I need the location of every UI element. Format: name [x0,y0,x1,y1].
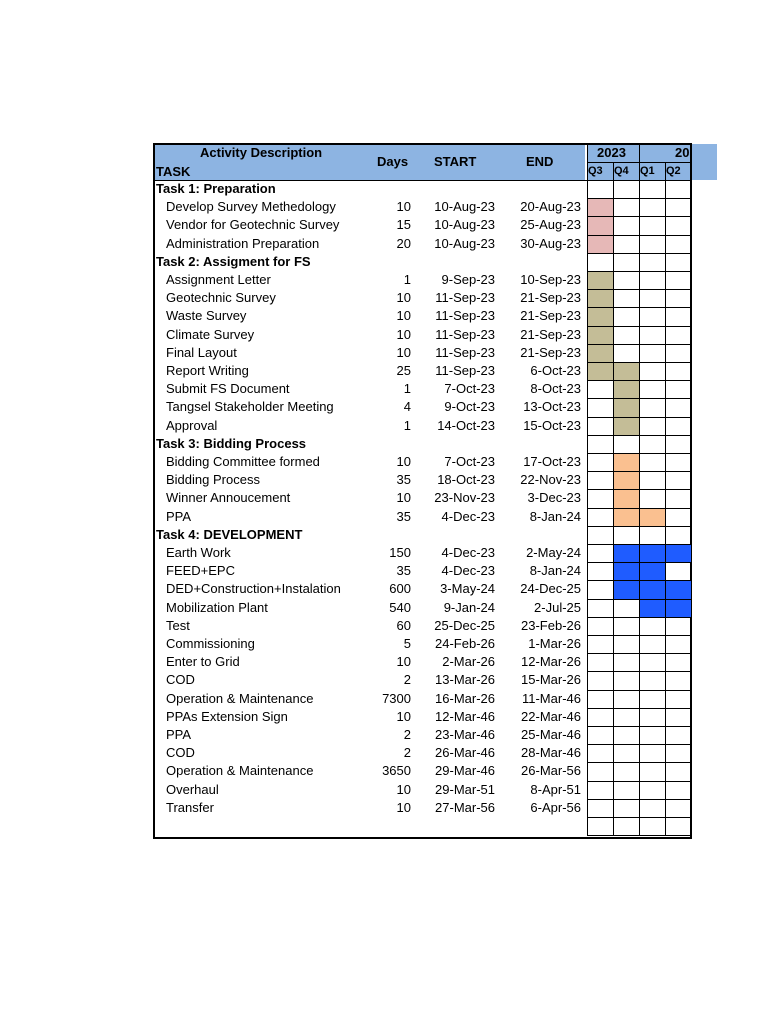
end-date: 20-Aug-23 [520,199,581,215]
activity-description: Administration Preparation [166,235,320,251]
activity-description: Vendor for Geotechnic Survey [166,217,340,233]
activity-description: Climate Survey [166,326,255,342]
start-date: 10-Aug-23 [434,217,495,233]
activity-description: DED+Construction+Instalation [166,581,341,597]
task-row [155,418,585,436]
gantt-bar-cell [613,363,639,381]
gantt-bar-cell [613,490,639,508]
header-line [587,162,691,163]
start-date: 9-Oct-23 [444,399,495,415]
end-date: 8-Apr-51 [530,781,581,797]
start-date: 18-Oct-23 [437,472,495,488]
days-value: 1 [403,381,411,397]
gantt-bar-cell [613,581,639,599]
start-date: 9-Sep-23 [441,272,495,287]
task-row [155,345,585,363]
task-row [155,363,585,381]
gantt-bar-cell [665,545,691,563]
gantt-bar-cell [587,236,613,254]
gantt-bar-cell [613,418,639,436]
gantt-bar-cell [639,600,665,618]
end-date: 11-Mar-46 [521,690,581,706]
activity-description: FEED+EPC [166,563,235,579]
task-row [155,636,585,654]
end-header: END [526,154,554,169]
days-value: 10 [396,654,411,670]
days-value: 2 [403,727,411,742]
days-value: 600 [389,581,411,597]
start-date: 24-Feb-26 [435,636,495,651]
task-row [155,709,585,727]
header-line [155,180,691,181]
activity-description: PPA [166,508,192,524]
gantt-bar-cell [613,399,639,417]
task-group-row [155,436,585,454]
task-row [155,490,585,508]
group-title: Task 1: Preparation [156,181,276,196]
quarter-q3-header: Q3 [588,165,603,177]
end-date: 15-Mar-26 [521,672,581,688]
task-group-row [155,527,585,545]
start-header: START [434,154,477,169]
task-row [155,454,585,472]
quarter-q1-header: Q1 [640,165,655,177]
start-date: 11-Sep-23 [435,344,495,360]
activity-description: Operation & Maintenance [166,690,314,706]
days-value: 540 [389,599,411,615]
start-date: 11-Sep-23 [435,363,495,378]
task-group-row [155,254,585,272]
group-title: Task 4: DEVELOPMENT [156,526,303,542]
end-date: 30-Aug-23 [520,235,581,251]
days-value: 10 [396,708,411,724]
end-date: 15-Oct-23 [523,417,581,433]
days-value: 60 [396,617,411,633]
activity-description: Develop Survey Methedology [166,199,336,215]
days-value: 10 [396,799,411,815]
gantt-bar-cell [587,308,613,326]
group-title: Task 2: Assigment for FS [156,253,311,269]
days-value: 25 [396,363,411,378]
activity-description: PPAs Extension Sign [166,708,288,724]
grid-line [639,144,640,836]
activity-description: Waste Survey [166,308,247,324]
start-date: 11-Sep-23 [435,326,495,342]
days-value: 1 [403,417,411,433]
days-value: 10 [396,490,411,506]
gantt-bar-cell [665,600,691,618]
activity-description: Final Layout [166,344,237,360]
activity-description: Submit FS Document [166,381,290,397]
start-date: 25-Dec-25 [434,617,495,633]
grid-line [691,162,692,836]
task-row [155,563,585,581]
start-date: 23-Mar-46 [435,727,495,742]
end-date: 3-Dec-23 [527,490,581,506]
gantt-bar-cell [613,454,639,472]
start-date: 14-Oct-23 [437,417,495,433]
end-date: 21-Sep-23 [520,344,581,360]
task-row [155,727,585,745]
gantt-bar-cell [613,545,639,563]
start-date: 29-Mar-51 [435,781,495,797]
task-row [155,236,585,254]
days-value: 5 [403,636,411,651]
activity-description: Bidding Committee formed [166,454,320,469]
start-date: 9-Jan-24 [443,599,495,615]
task-group-row [155,181,585,199]
start-date: 4-Dec-23 [441,563,495,579]
activity-description: Overhaul [166,781,219,797]
task-row [155,509,585,527]
gantt-bar-cell [613,381,639,399]
end-date: 13-Oct-23 [523,399,581,415]
days-value: 10 [396,199,411,215]
task-row [155,672,585,690]
activity-description: Transfer [166,799,214,815]
gantt-bar-cell [613,472,639,490]
gantt-bar-cell [587,217,613,235]
task-row [155,581,585,599]
activity-description: Winner Annoucement [166,490,291,506]
task-row [155,691,585,709]
end-date: 1-Mar-26 [528,636,581,651]
start-date: 10-Aug-23 [434,199,495,215]
days-value: 1 [403,272,411,287]
end-date: 21-Sep-23 [520,326,581,342]
task-row [155,327,585,345]
start-date: 3-May-24 [440,581,495,597]
days-value: 35 [396,508,411,524]
end-date: 25-Aug-23 [520,217,581,233]
quarter-q4-header: Q4 [614,165,629,177]
activity-description: COD [166,672,195,688]
end-date: 8-Jan-24 [529,563,581,579]
days-value: 10 [396,781,411,797]
activity-description: Test [166,617,190,633]
days-value: 7300 [382,690,411,706]
task-row [155,272,585,290]
gantt-bar-cell [639,563,665,581]
gantt-bar-cell [639,581,665,599]
gantt-bar-cell [587,272,613,290]
task-row [155,782,585,800]
end-date: 22-Nov-23 [520,472,581,488]
start-date: 4-Dec-23 [441,545,495,560]
start-date: 16-Mar-26 [435,690,495,706]
end-date: 8-Jan-24 [529,508,581,524]
days-value: 10 [396,326,411,342]
start-date: 13-Mar-26 [435,672,495,688]
task-row [155,217,585,235]
year-next-header: 20 [675,145,690,160]
gantt-bar-cell [587,327,613,345]
grid-line [613,162,614,836]
end-date: 21-Sep-23 [520,308,581,324]
days-header: Days [377,154,409,169]
gantt-bar-cell [639,545,665,563]
end-date: 2-May-24 [526,545,581,560]
start-date: 2-Mar-26 [442,654,495,670]
days-value: 150 [389,545,411,560]
task-row [155,654,585,672]
start-date: 11-Sep-23 [435,308,495,324]
activity-description: PPA [166,727,192,742]
gantt-bar-cell [665,581,691,599]
activity-description: Report Writing [166,363,249,378]
days-value: 35 [396,563,411,579]
task-row [155,800,585,818]
end-date: 28-Mar-46 [521,745,581,761]
end-date: 25-Mar-46 [521,727,581,742]
activity-description: Assignment Letter [166,272,271,287]
task-row [155,545,585,563]
start-date: 27-Mar-56 [435,799,495,815]
gantt-bar-cell [587,290,613,308]
task-row [155,763,585,781]
activity-description: Mobilization Plant [166,599,268,615]
days-value: 20 [396,235,411,251]
activity-description: Commissioning [166,636,255,651]
gantt-bar-cell [639,509,665,527]
end-date: 24-Dec-25 [520,581,581,597]
activity-description: Geotechnic Survey [166,290,276,306]
activity-description-header: Activity Description [200,145,323,160]
task-row [155,381,585,399]
end-date: 23-Feb-26 [521,617,581,633]
days-value: 3650 [382,763,411,779]
activity-description: Earth Work [166,545,231,560]
end-date: 6-Apr-56 [530,799,581,815]
days-value: 10 [396,454,411,469]
activity-description: Operation & Maintenance [166,763,314,779]
gantt-bar-cell [587,345,613,363]
start-date: 7-Oct-23 [444,454,495,469]
start-date: 23-Nov-23 [434,490,495,506]
activity-description: Approval [166,417,218,433]
task-row [155,290,585,308]
activity-description: Enter to Grid [166,654,240,670]
end-date: 22-Mar-46 [521,708,581,724]
gantt-bar-cell [613,509,639,527]
quarter-q2-header: Q2 [666,165,681,177]
task-row [155,618,585,636]
start-date: 26-Mar-46 [435,745,495,761]
grid-line [587,144,588,836]
year-2023-header: 2023 [597,145,626,160]
task-row [155,472,585,490]
days-value: 10 [396,290,411,306]
grid-line [665,162,666,836]
end-date: 17-Oct-23 [523,454,581,469]
days-value: 4 [403,399,411,415]
start-date: 29-Mar-46 [435,763,495,779]
end-date: 10-Sep-23 [520,272,581,287]
start-date: 4-Dec-23 [441,508,495,524]
task-row [155,199,585,217]
start-date: 12-Mar-46 [435,708,495,724]
days-value: 10 [396,344,411,360]
task-row [155,399,585,417]
gantt-bar-cell [613,563,639,581]
task-row [155,308,585,326]
end-date: 12-Mar-26 [521,654,581,670]
end-date: 8-Oct-23 [530,381,581,397]
start-date: 11-Sep-23 [435,290,495,306]
end-date: 2-Jul-25 [534,599,581,615]
start-date: 7-Oct-23 [444,381,495,397]
start-date: 10-Aug-23 [434,235,495,251]
days-value: 10 [396,308,411,324]
days-value: 35 [396,472,411,488]
days-value: 15 [396,217,411,233]
days-value: 2 [403,745,411,761]
end-date: 21-Sep-23 [520,290,581,306]
group-title: Task 3: Bidding Process [156,435,307,451]
end-date: 6-Oct-23 [530,363,581,378]
task-row [155,600,585,618]
activity-description: Bidding Process [166,472,260,488]
task-header: TASK [156,164,191,179]
end-date: 26-Mar-56 [521,763,581,779]
gantt-bar-cell [587,199,613,217]
gantt-bar-cell [587,363,613,381]
activity-description: COD [166,745,195,761]
task-row [155,745,585,763]
days-value: 2 [403,672,411,688]
activity-description: Tangsel Stakeholder Meeting [166,399,334,415]
